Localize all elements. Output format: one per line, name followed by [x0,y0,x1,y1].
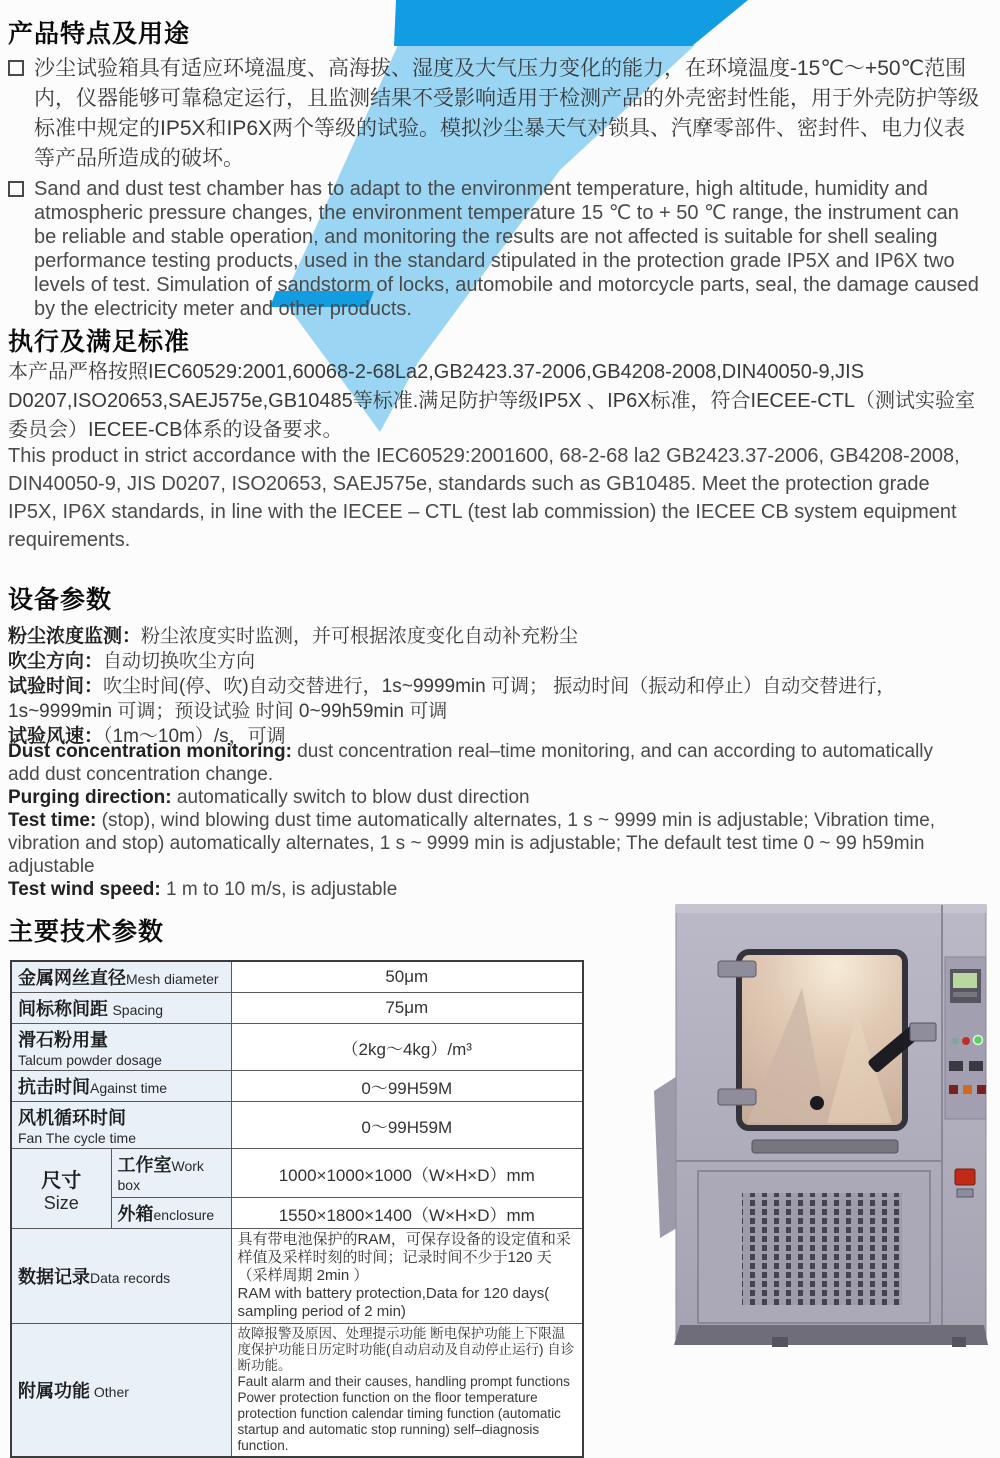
row-label-zh: 滑石粉用量 [18,1030,108,1050]
tech-title: 主要技术参数 [8,918,165,946]
standards-text-en: This product in strict accordance with the IEC60529:2001600, 68-2-68 la2 GB2423.37-2006, GB4208-2008, DIN40050-9, JIS D0207, ISO20653, SAEJ575e, standards such as GB10485. Meet the protection grade IP5X, IP6X standards, in line with the IECEE – CTL (test lab commission) the IECEE CB system equipment requirements. [8,445,960,551]
table-row [11,1102,583,1149]
row-value: 1550×1800×1400（W×H×D）mm [231,1198,583,1229]
row-value: 1000×1000×1000（W×H×D）mm [231,1149,583,1198]
value-en: Fault alarm and their causes, handling prompt functions Power protection function on the floor temperature protection function calendar timing function (automatic startup and automatic stop running) self–diagnosis function. [237,1374,570,1453]
table-row [11,1229,583,1324]
base-foot [772,1337,788,1347]
features-title: 产品特点及用途 [8,20,191,48]
param-label: 试验风速： [8,726,104,747]
door-hinge-bottom [718,1089,756,1105]
param-line [8,674,986,724]
table-row [11,961,583,993]
param-label: Purging direction: [8,787,172,808]
size-label-zh: 尺寸 [41,1169,82,1192]
row-label-en: Fan The cycle time [18,1130,137,1146]
row-value: 0～99H59M [231,1102,583,1149]
feature-item-en [8,177,980,321]
param-line [8,740,968,786]
row-label-zh: 抗击时间 [18,1077,90,1097]
row-label-en: Spacing [112,1002,164,1018]
equipment-title: 设备参数 [8,586,113,614]
panel-button-red-right [977,1085,986,1094]
checkbox-bullet-icon [8,60,24,76]
row-label-zh: 间标称间距 [18,999,108,1019]
standards-title: 执行及满足标准 [8,328,191,356]
feature-item-zh [8,54,980,174]
table-row [11,1071,583,1102]
row-value: 75μm [231,993,583,1024]
param-text: 吹尘时间(停、吹)自动交替进行，1s~9999min 可调； 振动时间（振动和停止）自动交替进行，1s~9999min 可调；预设试验 时间 0~99h59min 可调 [8,676,896,722]
table-row [11,993,583,1024]
param-line [8,786,968,809]
size-header-cell [11,1149,111,1229]
param-text: dust concentration real–time monitoring, and can according to automatically add dust concentration change. [8,741,934,785]
param-label: 粉尘浓度监测： [8,626,142,647]
row-label-zh: 风机循环时间 [18,1108,126,1128]
door-hinge-top [718,961,756,977]
param-label: Dust concentration monitoring: [8,741,292,762]
row-label-en: Data records [90,1270,171,1286]
param-line [8,649,986,674]
param-line [8,624,986,649]
param-text: 粉尘浓度实时监测，并可根据浓度变化自动补充粉尘 [141,626,579,647]
table-row [11,1024,583,1071]
row-label-zh: 金属网丝直径 [18,968,126,988]
param-line [8,809,968,878]
panel-button-orange [963,1085,972,1094]
lcd-screen [953,973,977,988]
feature-text-en: Sand and dust test chamber has to adapt to the environment temperature, high altitude, humidity and atmospheric pressure changes, the environment temperature 15 ℃ to + 50 ℃ range, the instrument can be reliable and stable operation, and monitoring the results are not affected is suitable for shell sealing performance testing products, used in the standard stipulated in the protection grade IP5X and IP6X two levels of test. Simulation of sandstorm of locks, automobile and motorcycle parts, seal, the damage caused by the electricity meter and other products. [34,178,979,320]
dark-blue-band [394,0,748,46]
timer-counter-right [969,1061,983,1071]
param-text: （1m～10m）/s，可调 [103,726,286,747]
panel-button-red-left [949,1085,958,1094]
param-text: automatically switch to blow dust direction [171,787,530,808]
row-label-en: Other [90,1384,129,1400]
value-en: RAM with battery protection,Data for 120 days( sampling period of 2 min) [237,1285,550,1320]
door-knob [810,1096,824,1110]
param-text: (stop), wind blowing dust time automatically alternates, 1 s ~ 9999 min is adjustable; Vibration time, vibration and stop) automatically alternates, 1 s ~ 9999 min is adjustable; The default test time 0 ~ 99 h59min adjustable [8,810,936,877]
param-text: 1 m to 10 m/s, is adjustable [160,879,398,900]
row-label-en: Mesh diameter [126,971,219,987]
row-label-en: enclosure [153,1207,215,1223]
standards-text-zh: 本产品严格按照IEC60529:2001,60068-2-68La2,GB2423.37-2006,GB4208-2008,DIN40050-9,JIS D0207,ISO20653,SAEJ575e,GB10485等标准.满足防护等级IP5X 、IP6X标准，符合IECEE-CTL（测试实验室委员会）IECEE-CB体系的设备要求。 [8,361,975,441]
indicator-light-teal [952,1038,959,1045]
size-label-en: Size [43,1192,79,1213]
ventilation-grille [742,1193,902,1305]
equipment-params-en [8,740,968,901]
power-rocker-switch [955,1169,975,1185]
param-text: 自动切换吹尘方向 [103,651,256,672]
row-label-en: Against time [90,1080,168,1096]
feature-text-zh: 沙尘试验箱具有适应环境温度、高海拔、湿度及大气压力变化的能力，在环境温度-15℃～+50℃范围内，仪器能够可靠稳定运行，且监测结果不受影响适用于检测产品的外壳密封性能，用于外壳防护等级标准中规定的IP5X和IP6X两个等级的试验。模拟沙尘暴天气对锁具、汽摩零部件、密封件、电力仪表等产品所造成的破坏。 [34,57,979,170]
param-label: Test wind speed: [8,879,161,900]
row-value: 50μm [231,961,583,993]
row-label-en: Work box [117,1158,204,1193]
switch-label-plate [957,1189,973,1197]
row-value: 0～99H59M [231,1071,583,1102]
row-value: （2kg～4kg）/m³ [231,1024,583,1071]
row-label-zh: 工作室 [117,1155,172,1175]
machine-photo [652,893,1000,1350]
indicator-light-red [962,1037,970,1045]
handle-latch [910,1023,936,1041]
row-label-zh: 数据记录 [18,1267,90,1287]
timer-counter-left [949,1061,963,1071]
cabinet-top-edge [676,905,986,913]
indicator-light-green [974,1036,983,1045]
checkbox-bullet-icon [8,181,24,197]
row-value [231,1229,583,1324]
features-list [8,54,980,323]
machine-base [674,1325,988,1345]
controller-buttons [953,992,977,997]
tech-spec-table [10,960,584,1458]
param-label: Test time: [8,810,97,831]
row-label-zh: 外箱 [117,1204,154,1224]
row-label-en: Talcum powder dosage [18,1052,162,1068]
value-zh: 故障报警及原因、处理提示功能 断电保护功能上下限温度保护功能日历定时功能(自动启动及自动停止运行) 自诊断功能。 [237,1326,575,1373]
base-foot [952,1337,966,1347]
table-row [11,1324,583,1458]
equipment-params-zh [8,624,986,749]
drawer-handle-bar [752,1140,898,1153]
param-label: 吹尘方向： [8,651,104,672]
row-value [231,1324,583,1458]
table-row [11,1149,583,1198]
value-zh: 具有带电池保护的RAM，可保存设备的设定值和采样值及采样时刻的时间；记录时间不少于120 天（采样周期 2min ） [237,1231,571,1284]
row-label-zh: 附属功能 [18,1381,90,1401]
param-label: 试验时间： [8,676,104,697]
